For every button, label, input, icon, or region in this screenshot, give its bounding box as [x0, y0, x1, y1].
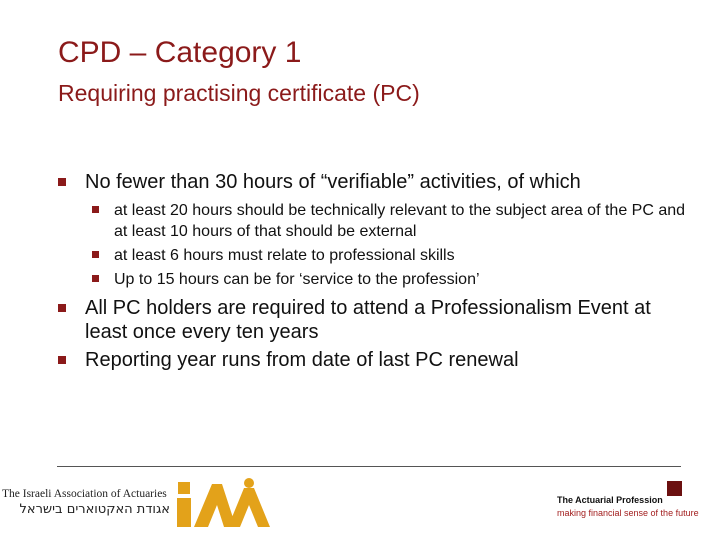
sub-bullet-text: at least 20 hours should be technically relevant to the subject area of the PC and at least 10 hours of that should be external [114, 202, 686, 240]
footer-divider [57, 466, 681, 467]
bullet-text: Reporting year runs from date of last PC renewal [85, 349, 519, 371]
sub-bullet-item [58, 269, 698, 290]
square-bullet-icon [92, 206, 99, 213]
bullet-text: All PC holders are required to attend a Professionalism Event at least once every ten years [85, 297, 651, 343]
square-bullet-icon [58, 304, 66, 312]
bullet-item [58, 296, 698, 344]
iaa-logo [174, 474, 274, 530]
sub-bullet-item [58, 200, 698, 242]
iaa-logo-a2 [228, 488, 270, 527]
slide-subtitle: Requiring practising certificate (PC) [58, 80, 420, 106]
square-bullet-icon [92, 275, 99, 282]
slide-title: CPD – Category 1 [58, 36, 302, 69]
sub-bullet-text: at least 6 hours must relate to professional skills [114, 247, 455, 264]
bullet-list [58, 170, 698, 376]
square-bullet-icon [58, 178, 66, 186]
actuarial-profession-name: The Actuarial Profession [557, 495, 663, 505]
ila-logo [2, 488, 172, 517]
square-bullet-icon [58, 356, 66, 364]
actuarial-profession-tagline: making financial sense of the future [557, 508, 699, 518]
ila-logo-hebrew: אגודת האקטוארים בישראל [19, 502, 170, 517]
sub-bullet-list [58, 200, 698, 290]
iaa-logo-a1 [194, 484, 236, 527]
square-bullet-icon [92, 251, 99, 258]
iaa-logo-dot [244, 478, 254, 488]
bullet-item [58, 170, 698, 194]
sub-bullet-item [58, 245, 698, 266]
bullet-text: No fewer than 30 hours of “verifiable” activities, of which [85, 171, 581, 193]
bullet-item [58, 348, 698, 372]
actuarial-profession-logo-mark [667, 481, 682, 496]
ila-logo-english: The Israeli Association of Actuaries [2, 488, 167, 500]
sub-bullet-text: Up to 15 hours can be for ‘service to the profession’ [114, 271, 480, 288]
iaa-logo-i-dot [178, 482, 190, 494]
iaa-logo-i-stem [177, 498, 191, 527]
